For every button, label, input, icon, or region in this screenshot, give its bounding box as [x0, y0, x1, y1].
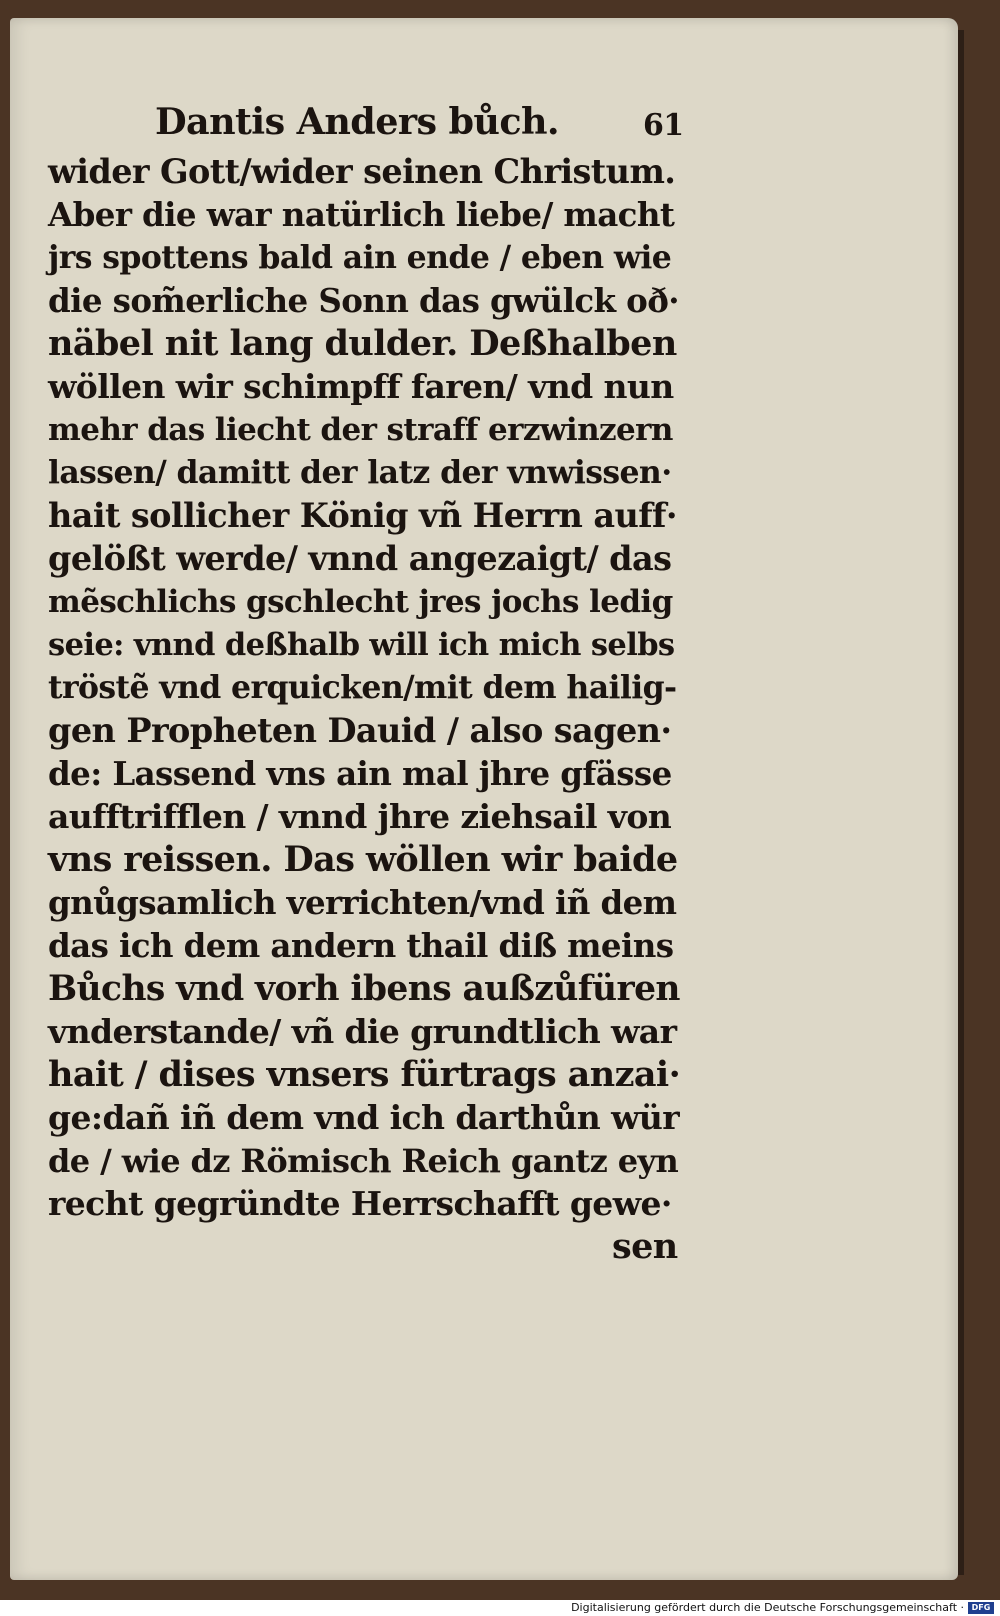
running-title: Dantis Anders bůch. — [155, 100, 560, 143]
text-line-10: gelößt werde/ vnnd angezaigt/ das — [48, 539, 672, 578]
dfg-logo: DFG — [968, 1602, 994, 1614]
text-line-16: aufftrifflen / vnnd jhre ziehsail von — [48, 797, 672, 836]
text-line-7: mehr das liecht der straff erzwinzern — [48, 412, 673, 448]
text-line-2: Aber die war natürlich liebe/ macht — [48, 195, 675, 234]
text-line-13: tröstẽ vnd erquicken/mit dem hailig- — [48, 669, 677, 706]
catchword: sen — [612, 1226, 678, 1267]
text-line-8: lassen/ damitt der latz der vnwissen· — [48, 454, 672, 491]
text-line-21: vnderstande/ vñ die grundtlich war — [48, 1012, 677, 1051]
footer-bar — [0, 1600, 1000, 1616]
text-line-25: recht gegründte Herrschafft gewe· — [48, 1184, 672, 1223]
text-line-24: de / wie dz Römisch Reich gantz eyn — [48, 1142, 679, 1180]
text-line-23: ge:dañ iñ dem vnd ich darthůn wür — [48, 1098, 680, 1137]
text-line-6: wöllen wir schimpff faren/ vnd nun — [48, 367, 674, 406]
text-line-15: de: Lassend vns ain mal jhre gfässe — [48, 754, 672, 793]
text-line-11: mẽschlichs gschlecht jres jochs ledig — [48, 584, 673, 620]
text-line-4: die som̃erliche Sonn das gwülck oð· — [48, 281, 680, 320]
text-line-1: wider Gott/wider seinen Christum. — [48, 152, 676, 191]
text-line-17: vns reissen. Das wöllen wir baide — [48, 839, 678, 880]
text-line-9: hait sollicher König vñ Herrn auff· — [48, 496, 677, 535]
text-line-20: Bůchs vnd vorh ibens außzůfüren — [48, 969, 680, 1009]
text-line-14: gen Propheten Dauid / also sagen· — [48, 711, 672, 750]
text-line-12: seie: vnnd deßhalb will ich mich selbs — [48, 627, 675, 663]
text-line-19: das ich dem andern thail diß meins — [48, 926, 674, 965]
text-line-18: gnůgsamlich verrichten/vnd iñ dem — [48, 883, 677, 922]
page-number: 61 — [643, 108, 684, 143]
digitization-credit: Digitalisierung gefördert durch die Deutsche Forschungsgemeinschaft · — [571, 1601, 964, 1614]
text-line-5: näbel nit lang dulder. Deßhalben — [48, 323, 677, 364]
text-line-3: jrs spottens bald ain ende / eben wie — [48, 239, 672, 276]
text-line-22: hait / dises vnsers fürtrags anzai· — [48, 1054, 681, 1095]
